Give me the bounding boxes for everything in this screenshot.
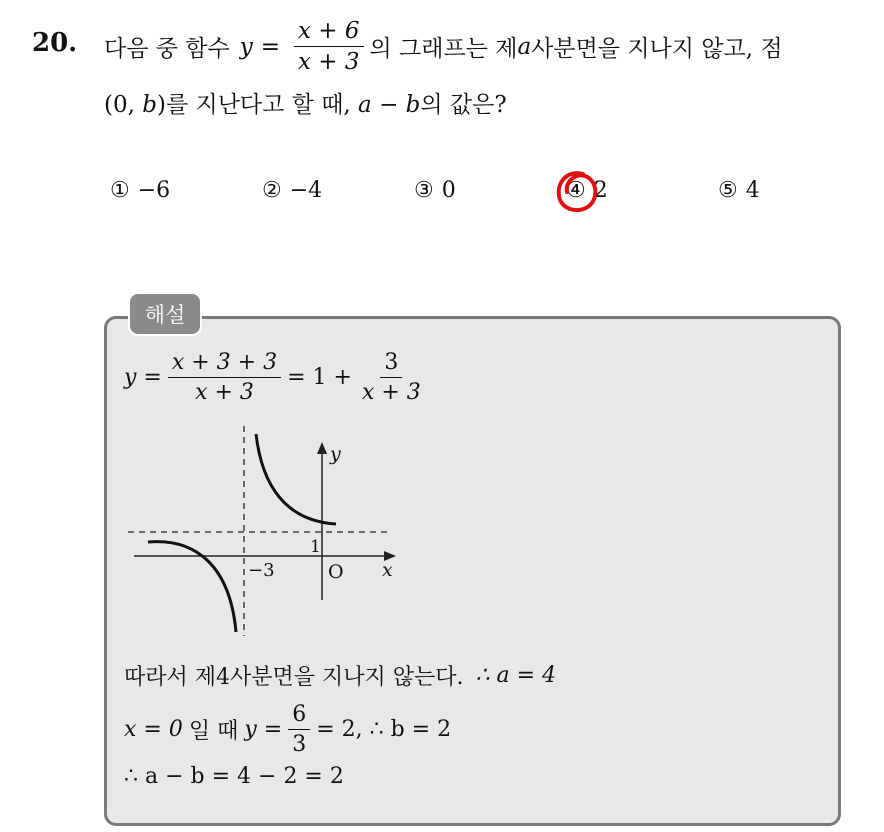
solution-y-eq: y = [244,717,283,742]
point-open: (0, [104,92,143,118]
eq-mid: = 1 + [287,365,352,390]
choice-symbol: ③ [414,178,434,203]
x-tick-label: −3 [248,560,275,581]
question-text: 를 지난다고 할 때, [165,92,351,118]
fraction-denominator: x + 3 [195,380,254,405]
eq-fraction-2 [358,350,425,405]
question-text: 의 값은? [420,92,507,118]
choice-5[interactable] [718,178,760,203]
choice-2[interactable] [262,178,322,203]
question-text: 사분면을 지나지 않고, 점 [531,36,783,62]
solution-line-2 [124,702,451,757]
choice-1[interactable] [110,178,170,203]
solution-result: = 2, ∴ b = 2 [316,717,452,742]
eq-fraction-1 [168,350,281,405]
solution-equation [124,350,431,405]
answer-choices [0,178,884,212]
solution-final: ∴ a − b = 4 − 2 = 2 [124,764,344,789]
eq-lhs: y = [124,365,162,390]
fraction-denominator: x + 3 [298,49,360,75]
solution-x-value: x = 0 [124,717,183,742]
var-a: a [517,33,532,60]
solution-line-1 [124,660,556,691]
choice-value: −6 [137,178,171,203]
function-fraction [294,18,364,75]
question-number: 20. [32,28,78,58]
equals-sign: = [260,33,280,60]
choice-symbol: ⑤ [718,178,738,203]
var-y: y [239,33,253,60]
fraction-denominator: x + 3 [361,380,421,405]
point-close: ) [156,92,166,118]
choice-value: 2 [593,178,608,203]
solution-fraction [288,702,310,757]
x-axis-label: x [382,559,393,581]
choice-symbol: ② [262,178,282,203]
selected-answer-mark-icon [553,168,601,218]
choice-3[interactable] [414,178,456,203]
choice-symbol: ④ [566,178,586,203]
var-b: b [142,92,157,118]
question-line-1 [104,18,783,75]
question-text: 다음 중 함수 [104,36,230,62]
y-tick-label: 1 [310,537,321,557]
fraction-numerator: x + 6 [294,18,364,47]
solution-text: 따라서 제4사분면을 지나지 않는다. [124,665,464,690]
choice-value: 0 [441,178,456,203]
solution-text: 일 때 [188,719,239,744]
origin-label: O [328,561,344,583]
fraction-denominator: 3 [292,732,307,757]
question-text: 의 그래프는 제 [369,36,518,62]
solution-tag: 해설 [128,292,202,336]
curve-left-branch [148,542,236,632]
y-axis-label: y [330,443,341,465]
choice-symbol: ① [110,178,130,203]
function-graph [126,426,406,636]
choice-value: 4 [745,178,760,203]
expr-a-minus-b: a − b [358,92,421,118]
fraction-numerator: 6 [288,702,310,730]
fraction-numerator: x + 3 + 3 [168,350,281,378]
fraction-numerator: 3 [380,350,402,378]
solution-result: ∴ a = 4 [475,663,557,688]
choice-value: −4 [289,178,323,203]
solution-line-3 [124,764,344,789]
y-axis-arrow-icon [317,442,327,454]
question-line-2 [104,86,507,119]
